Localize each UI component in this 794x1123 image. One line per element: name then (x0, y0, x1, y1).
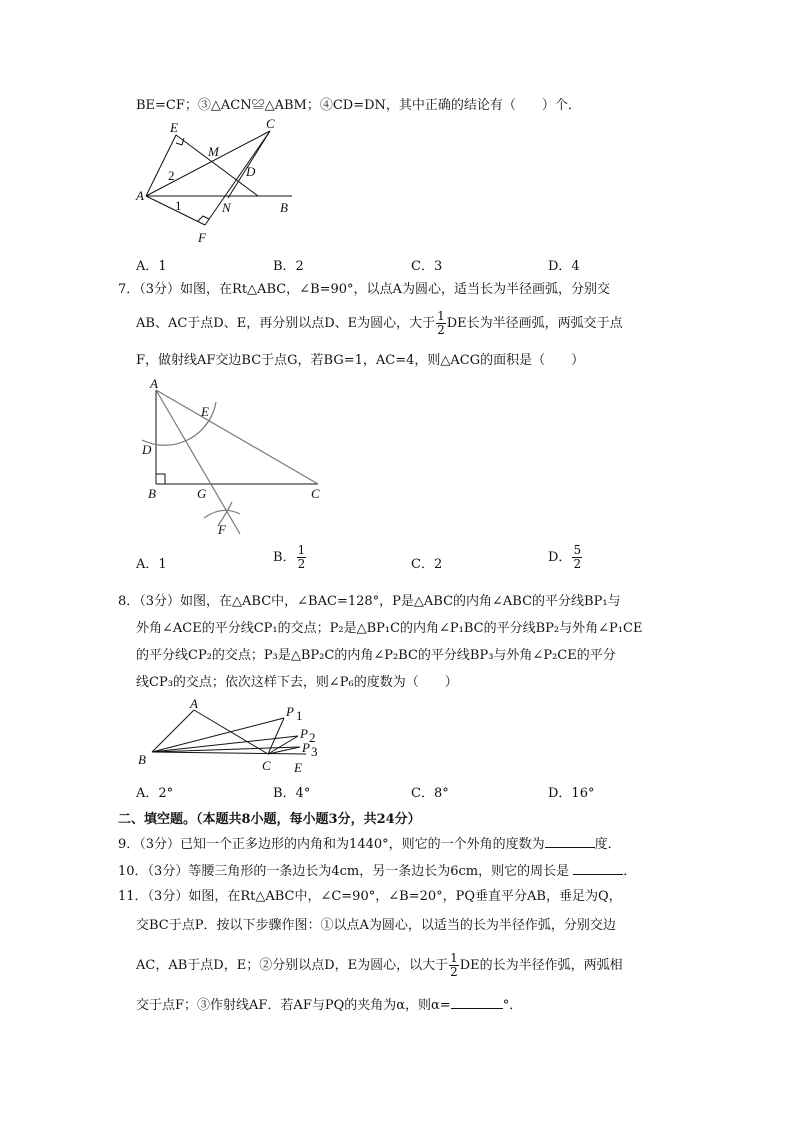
q9-answer-blank[interactable] (545, 835, 595, 848)
q8-seg-BA (152, 710, 194, 752)
q8-seg-BP1 (152, 718, 284, 752)
q7-option-b-label: B． (273, 550, 296, 565)
q8-line-3: 的平分线CP₂的交点；P₃是△BP₂C的内角∠P₂BC的平分线BP₃与外角∠P₂CE的平分 (136, 648, 616, 663)
q6-label-N: N (222, 200, 231, 215)
q8-line-1: 8．（3分）如图，在△ABC中，∠BAC=128°，P是△ABC的内角∠ABC的平分线BP₁与 (118, 594, 621, 609)
q6-label-D: D (246, 164, 256, 179)
q7-label-B: B (148, 486, 156, 501)
q7-fraction-half: $\frac{1}{2}$ (437, 309, 445, 337)
q8-label-P2: P (300, 726, 308, 741)
q6-option-c[interactable]: C．3 (411, 259, 443, 274)
q6-right-angle-E (176, 138, 184, 145)
q9-text-end: 度． (594, 837, 621, 852)
q8-label-P3-sub: 3 (311, 744, 318, 759)
q6-label-M: M (208, 144, 219, 159)
q11-line-3-a: AC，AB于点D，E；②分别以点D，E为圆心，以大于 (136, 958, 449, 973)
q7-arc-F1 (204, 510, 240, 518)
q11-line-3 (136, 952, 623, 979)
q11-line-3-b: DE的长为半径作弧，两弧相 (459, 958, 623, 973)
q8-figure (134, 696, 334, 780)
q6-option-d[interactable]: D．4 (548, 259, 580, 274)
q6-label-A: A (136, 188, 144, 203)
q6-seg-AE (146, 135, 176, 196)
q7-label-E: E (201, 404, 209, 419)
q10-text: 10．（3分）等腰三角形的一条边长为4cm，另一条边长为6cm，则它的周长是 (118, 864, 570, 879)
q8-label-A: A (190, 696, 198, 711)
q11-line-4-a: 交于点F；③作射线AF．若AF与PQ的夹角为α，则α= (136, 998, 451, 1013)
q9-text: 9．（3分）已知一个正多边形的内角和为1440°，则它的一个外角的度数为 (118, 837, 545, 852)
q7-right-angle-B (156, 474, 165, 484)
q7-label-G: G (197, 486, 207, 501)
q10-line (118, 862, 636, 880)
q8-label-P1-sub: 1 (296, 708, 303, 723)
q8-label-B: B (138, 752, 146, 767)
q6-label-2: 2 (168, 168, 175, 183)
q7-figure (132, 374, 332, 540)
q11-answer-blank[interactable] (451, 996, 503, 1009)
q7-label-D: D (142, 442, 152, 457)
q6-label-1: 1 (175, 198, 182, 213)
section-fill-in-blank-heading: 二、填空题。（本题共8小题，每小题3分，共24分） (118, 812, 421, 827)
q6-label-C: C (266, 118, 275, 131)
q7-line-3: F，做射线AF交边BC于点G，若BG=1，AC=4，则△ACG的面积是（ ） (136, 353, 585, 368)
q7-label-C: C (311, 486, 320, 501)
q7-option-b-fraction: $\frac{1}{2}$ (297, 543, 306, 571)
q8-option-c[interactable]: C．8° (411, 786, 449, 801)
q6-option-b[interactable]: B．2 (273, 259, 304, 274)
q7-option-a[interactable]: A．1 (136, 557, 167, 572)
q7-option-b[interactable] (273, 544, 307, 571)
q8-label-E: E (294, 760, 302, 775)
q10-answer-blank[interactable] (573, 862, 623, 875)
q8-line-4: 线CP₃的交点；依次这样下去，则∠P₆的度数为（ ） (136, 675, 458, 690)
q7-option-c[interactable]: C．2 (411, 557, 443, 572)
q8-label-P1: P (286, 704, 294, 719)
q7-label-F: F (218, 522, 226, 537)
q6-label-B: B (280, 200, 288, 215)
q7-option-d[interactable] (548, 544, 583, 571)
q7-line-2-a: AB、AC于点D、E，再分别以点D、E为圆心，大于 (136, 316, 436, 331)
q7-line-2 (136, 310, 623, 337)
q7-label-A: A (150, 376, 158, 391)
q8-seg-CP1 (268, 718, 284, 754)
q11-line-1: 11．（3分）如图，在Rt△ABC中，∠C=90°，∠B=20°，PQ垂直平分AB，垂足为Q， (118, 889, 622, 904)
q8-label-P3: P (302, 740, 310, 755)
q7-line-1: 7．（3分）如图，在Rt△ABC，∠B=90°，以点A为圆心，适当长为半径画弧，分别交 (118, 282, 610, 297)
q6-label-E: E (170, 120, 178, 135)
q8-label-C: C (262, 758, 271, 773)
q11-fraction-half: $\frac{1}{2}$ (450, 951, 458, 979)
q6-figure (132, 118, 302, 250)
q8-seg-BE (152, 752, 306, 754)
q7-option-d-label: D． (548, 550, 572, 565)
q6-statement-tail: BE=CF；③△ACN≌△ABM；④CD=DN，其中正确的结论有（ ）个． (136, 98, 581, 113)
q6-option-a[interactable]: A．1 (136, 259, 167, 274)
q7-seg-AC (156, 390, 318, 484)
q6-right-angle-F (198, 216, 209, 221)
q8-option-b[interactable]: B．4° (273, 786, 311, 801)
q6-label-F: F (198, 230, 206, 245)
q8-line-2: 外角∠ACE的平分线CP₁的交点；P₂是△BP₁C的内角∠P₁BC的平分线BP₂与外角∠P₁CE (136, 621, 643, 636)
q7-ray-AF (156, 390, 240, 534)
q10-text-end: ． (623, 864, 637, 879)
q7-option-d-fraction: $\frac{5}{2}$ (573, 543, 582, 571)
q9-line (118, 835, 621, 853)
q8-label-P2-sub: 2 (309, 730, 316, 745)
q11-line-4-b: °． (502, 998, 523, 1013)
q8-option-a[interactable]: A．2° (136, 786, 174, 801)
q8-option-d[interactable]: D．16° (548, 786, 595, 801)
q7-line-2-b: DE长为半径画弧，两弧交于点 (446, 316, 623, 331)
q11-line-4 (136, 996, 522, 1014)
q11-line-2: 交BC于点P．按以下步骤作图：①以点A为圆心，以适当的长为半径作弧，分别交边 (136, 918, 616, 933)
